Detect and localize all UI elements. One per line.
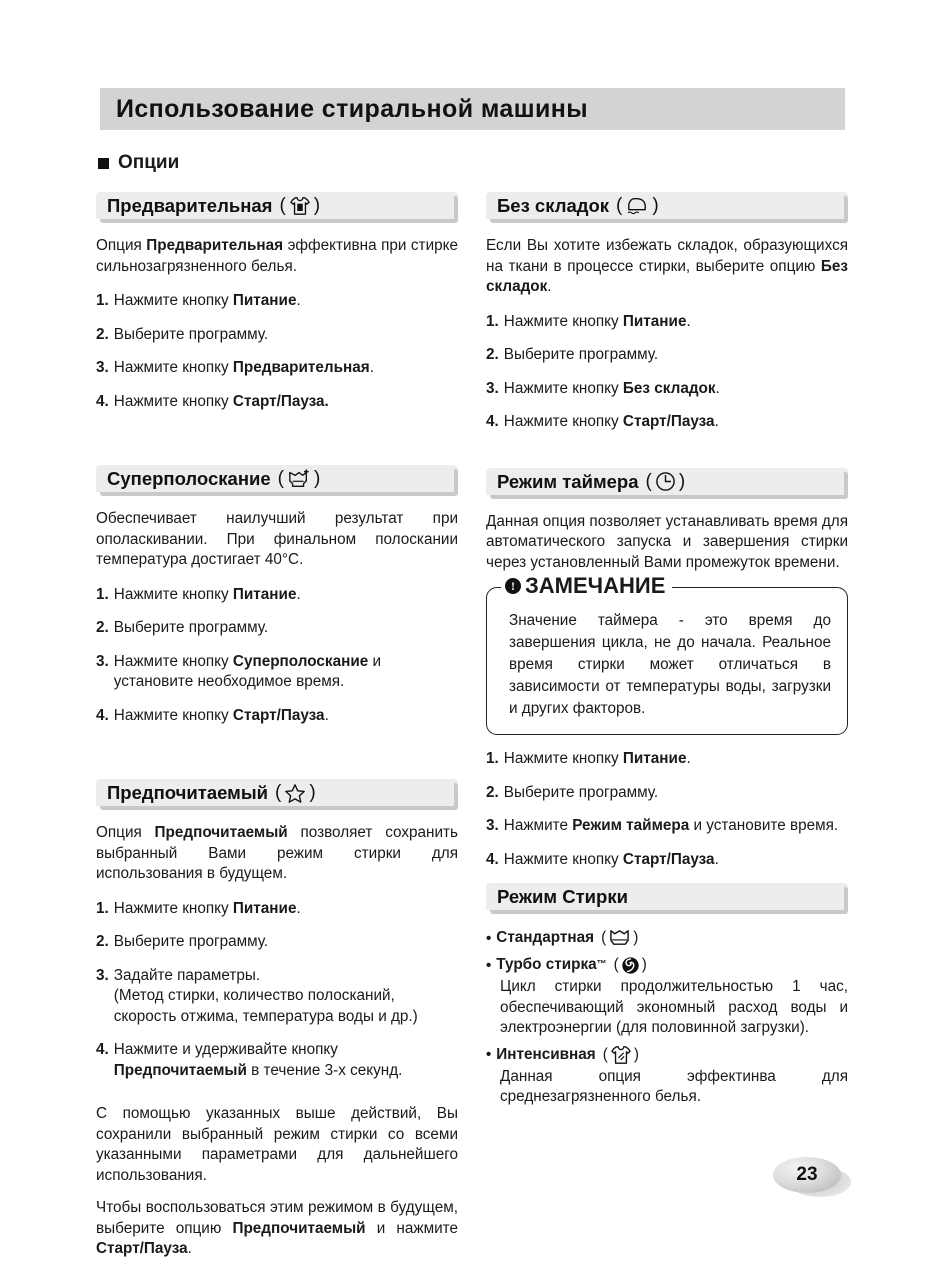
step-text-c: и установите время. xyxy=(689,817,839,834)
timer-steps xyxy=(486,749,848,870)
step-number: 2. xyxy=(96,619,109,636)
exclamation-circle-icon: ! xyxy=(505,578,521,594)
step-item xyxy=(96,899,458,920)
step-text xyxy=(504,816,848,837)
step-text xyxy=(114,706,458,727)
favorite-intro-c: позволяет сохранить выбранный Вами режим стирки для использования в будущем. xyxy=(96,824,458,882)
step-text-a: Нажмите кнопку xyxy=(113,359,233,376)
step-text-b: Старт/Пауза xyxy=(232,706,325,724)
step-text xyxy=(504,749,848,770)
step-number: 3. xyxy=(486,817,499,834)
header-prewash xyxy=(96,192,458,223)
prewash-intro-b: Предварительная xyxy=(146,237,284,254)
step-item xyxy=(96,932,458,953)
washmode-list xyxy=(486,927,848,1108)
nocrease-title: Без складок xyxy=(497,195,610,216)
chapter-title-bar xyxy=(100,88,845,130)
step-text xyxy=(114,1040,458,1081)
step-item xyxy=(96,585,458,606)
step-text-c: . xyxy=(686,312,691,330)
bullet-dot-icon: • xyxy=(486,956,492,974)
header-label-nocrease: Без складок ( ) xyxy=(497,195,659,216)
step-text-b: Старт/Пауза xyxy=(622,850,715,868)
nocrease-intro-c: . xyxy=(547,278,552,295)
page-badge-oval xyxy=(773,1157,841,1193)
washmode-title: Режим Стирки xyxy=(497,886,628,907)
step-item xyxy=(96,652,458,693)
spacer xyxy=(486,446,848,468)
header-bar-shadow-right xyxy=(454,469,458,496)
header-nocrease xyxy=(486,192,848,223)
step-text-b: Питание xyxy=(622,312,687,330)
step-item xyxy=(96,358,458,379)
header-bar-shadow-right xyxy=(844,472,848,499)
header-bar-shadow-right xyxy=(454,196,458,223)
step-text xyxy=(504,783,848,804)
header-label-prewash: Предварительная ( ) xyxy=(107,195,321,216)
iron-icon xyxy=(625,196,649,216)
superrinse-steps xyxy=(96,585,458,727)
step-item xyxy=(96,325,458,346)
step-text xyxy=(114,392,458,413)
step-number: 4. xyxy=(96,392,109,410)
step-number: 2. xyxy=(96,933,109,950)
header-bar-shadow-bottom xyxy=(100,806,458,810)
step-text-b: Суперполоскание xyxy=(232,652,369,670)
step-text-b: Питание xyxy=(232,899,297,917)
step-text-a: Нажмите и удерживайте кнопку xyxy=(113,1041,338,1058)
step-text-a: Выберите программу. xyxy=(113,325,269,343)
favorite-outro-2 xyxy=(96,1198,458,1260)
spacer xyxy=(96,425,458,465)
step-number: 4. xyxy=(486,413,499,430)
favorite-title: Предпочитаемый xyxy=(107,782,269,803)
step-text-b: Питание xyxy=(232,292,297,309)
bullet-dot-icon: • xyxy=(486,929,492,947)
step-text xyxy=(114,325,458,346)
prewash-intro-c: эффективна при стирке сильнозагрязненного белья. xyxy=(96,237,458,275)
step-text-b: Старт/Пауза xyxy=(622,413,715,430)
intensive-wash-icon xyxy=(610,1045,632,1065)
rinse-plus-icon xyxy=(287,468,311,490)
washmode-item-desc: Данная опция эффектинва для среднезагрязненного белья. xyxy=(500,1067,848,1105)
superrinse-title: Суперполоскание xyxy=(107,468,271,489)
normal-wash-icon xyxy=(608,928,631,948)
step-number: 1. xyxy=(486,312,499,330)
favorite-intro-a: Опция xyxy=(96,824,155,841)
step-text-a: Нажмите кнопку xyxy=(113,292,233,309)
list-item xyxy=(486,954,848,1039)
step-text-a: Нажмите кнопку xyxy=(503,850,623,868)
favorite-outro-2b: Предпочитаемый xyxy=(232,1219,366,1237)
step-item xyxy=(486,312,848,333)
step-number: 4. xyxy=(96,706,109,724)
header-label-superrinse: Суперполоскание ( ) xyxy=(107,468,321,489)
step-text-b: Старт/Пауза. xyxy=(232,392,329,410)
step-number: 3. xyxy=(96,966,109,984)
nocrease-steps xyxy=(486,312,848,433)
washmode-item-label: Стандартная xyxy=(496,929,595,946)
step-text-a: Выберите программу. xyxy=(113,619,269,636)
step-text-b: Без складок xyxy=(622,379,716,397)
trademark-mark: ™ xyxy=(596,959,607,970)
step-text-a: Нажмите кнопку xyxy=(113,652,233,670)
bullet-dot-icon: • xyxy=(486,1046,492,1063)
favorite-steps xyxy=(96,899,458,1082)
header-bar-shadow-bottom xyxy=(490,495,848,499)
washmode-item-label: Интенсивная xyxy=(496,1045,596,1063)
header-bar-shadow-bottom xyxy=(490,910,848,914)
step-text-b: Предварительная xyxy=(232,359,370,376)
step-text-b: Предпочитаемый xyxy=(113,1061,247,1079)
washmode-item-label: Турбо стирка xyxy=(496,956,597,973)
step-text-a: Нажмите кнопку xyxy=(113,706,233,724)
header-label-timer: Режим таймера ( ) xyxy=(497,470,686,492)
washmode-item-head: • Интенсивная ( ) xyxy=(486,1044,848,1066)
step-number: 4. xyxy=(486,850,499,868)
favorite-step3-note: (Метод стирки, количество полосканий, скорость отжима, температура воды и др.) xyxy=(113,987,418,1025)
step-number: 2. xyxy=(486,346,499,363)
step-text-a: Нажмите кнопку xyxy=(113,899,233,917)
step-text-c: и установите необходимое время. xyxy=(113,652,382,690)
step-item xyxy=(96,392,458,413)
header-bar-shadow-bottom xyxy=(100,492,458,496)
page-number: 23 xyxy=(796,1164,818,1185)
step-item xyxy=(486,412,848,433)
left-column xyxy=(96,192,458,1260)
step-text xyxy=(114,966,458,1028)
step-text-a: Нажмите кнопку xyxy=(113,392,233,410)
step-text-c: . xyxy=(296,292,301,309)
step-text-c: . xyxy=(715,379,720,397)
favorite-outro-2c: и нажмите xyxy=(365,1219,458,1237)
prewash-title: Предварительная xyxy=(107,195,273,216)
nocrease-intro xyxy=(486,236,848,298)
step-item xyxy=(486,850,848,871)
note-title xyxy=(501,574,672,598)
step-text-c: . xyxy=(714,850,719,868)
header-bar-shadow-right xyxy=(844,887,848,914)
right-column xyxy=(486,192,848,1113)
washmode-item-head: • Стандартная ( ) xyxy=(486,927,848,949)
step-item xyxy=(486,379,848,400)
nocrease-intro-a: Если Вы хотите избежать складок, образующихся на ткани в процессе стирки, выберите опцию xyxy=(486,237,848,275)
favorite-intro-b: Предпочитаемый xyxy=(154,824,288,841)
step-text-b: Питание xyxy=(232,585,297,603)
step-number: 1. xyxy=(96,292,109,309)
step-text-a: Выберите программу. xyxy=(113,933,269,950)
step-text xyxy=(114,291,458,312)
step-item xyxy=(486,749,848,770)
section-heading-label: Опции xyxy=(118,152,180,173)
list-item xyxy=(486,1044,848,1108)
step-item xyxy=(96,966,458,1028)
step-text-a: Нажмите кнопку xyxy=(113,585,233,603)
star-icon xyxy=(284,783,306,804)
step-number: 3. xyxy=(96,652,109,670)
square-bullet-icon xyxy=(98,158,109,169)
favorite-outro-2e: . xyxy=(187,1240,192,1257)
step-number: 3. xyxy=(96,359,109,376)
step-text-a: Нажмите кнопку xyxy=(503,379,623,397)
favorite-intro xyxy=(96,823,458,885)
step-number: 2. xyxy=(486,783,499,801)
spacer xyxy=(96,739,458,779)
header-label-favorite: Предпочитаемый ( ) xyxy=(107,782,316,803)
step-text xyxy=(114,585,458,606)
turbo-wash-icon xyxy=(621,956,640,975)
page-number-badge xyxy=(773,1157,841,1193)
step-text-a: Задайте параметры. xyxy=(113,966,261,984)
step-text xyxy=(114,652,458,693)
timer-intro: Данная опция позволяет устанавливать время для автоматического запуска и завершения стирки через установленный Вами промежуток времени. xyxy=(486,512,849,571)
header-bar-shadow-bottom xyxy=(100,219,458,223)
step-text xyxy=(504,412,848,433)
step-text-a: Выберите программу. xyxy=(503,783,659,801)
step-text-a: Нажмите xyxy=(503,817,573,834)
spacer xyxy=(96,1094,458,1104)
header-bar-shadow-right xyxy=(454,783,458,810)
step-number: 2. xyxy=(96,325,109,343)
step-text xyxy=(114,618,458,639)
step-item xyxy=(96,291,458,312)
step-number: 3. xyxy=(486,379,499,397)
header-washmode xyxy=(486,883,848,914)
step-item xyxy=(486,345,848,366)
nocrease-intro-b: Без складок xyxy=(486,257,848,295)
step-text-b: Режим таймера xyxy=(572,817,690,834)
step-text-c: в течение 3-х секунд. xyxy=(246,1061,403,1079)
tshirt-prewash-icon xyxy=(289,196,311,216)
step-item xyxy=(486,783,848,804)
step-text-c: . xyxy=(714,413,719,430)
washmode-item-desc: Цикл стирки продолжительностью 1 час, обеспечивающий экономный расход воды и электроэнергии (для половинной загрузки). xyxy=(500,978,848,1036)
step-number: 4. xyxy=(96,1041,109,1058)
step-text-a: Нажмите кнопку xyxy=(503,413,623,430)
superrinse-intro: Обеспечивает наилучший результат при ополаскивании. При финальном полоскании температура достигает 40°C. xyxy=(96,510,458,568)
step-text-c: . xyxy=(324,706,329,724)
step-number: 1. xyxy=(486,750,499,767)
step-text-c: . xyxy=(686,750,691,767)
step-number: 1. xyxy=(96,899,109,917)
note-body: Значение таймера - это время до завершения цикла, не до начала. Реальное время стирки может отличаться в зависимости от температуры воды, загрузки и других факторов. xyxy=(509,612,831,717)
prewash-intro-a: Опция xyxy=(96,237,147,254)
step-text xyxy=(504,312,848,333)
step-text-c: . xyxy=(369,359,374,376)
favorite-outro-2d: Старт/Пауза xyxy=(96,1240,188,1257)
step-text-c: . xyxy=(296,585,301,603)
header-label-washmode xyxy=(497,884,628,910)
section-heading-options xyxy=(98,152,179,174)
favorite-outro-2a: Чтобы воспользоваться этим режимом в будущем, выберите опцию xyxy=(96,1199,458,1237)
step-text xyxy=(504,345,848,366)
clock-icon xyxy=(655,471,676,492)
washmode-item-head: • Турбо стирка ™ ( ) xyxy=(486,954,848,976)
note-box xyxy=(486,573,848,735)
prewash-intro xyxy=(96,236,458,277)
header-timer xyxy=(486,468,848,499)
prewash-steps xyxy=(96,291,458,412)
header-bar-shadow-bottom xyxy=(490,219,848,223)
header-favorite xyxy=(96,779,458,810)
step-item xyxy=(96,618,458,639)
step-text xyxy=(114,899,458,920)
step-text xyxy=(504,850,848,871)
favorite-outro-1: С помощью указанных выше действий, Вы сохранили выбранный режим стирки со всеми указанными параметрами для дальнейшего использования. xyxy=(96,1105,458,1184)
header-superrinse xyxy=(96,465,458,496)
step-number: 1. xyxy=(96,585,109,603)
step-text xyxy=(114,932,458,953)
list-item xyxy=(486,927,848,949)
step-text-c: . xyxy=(296,899,301,917)
step-item xyxy=(96,1040,458,1081)
step-text-a: Выберите программу. xyxy=(503,346,659,363)
step-item xyxy=(96,706,458,727)
step-text xyxy=(504,379,848,400)
timer-title: Режим таймера xyxy=(497,470,639,492)
step-text-b: Питание xyxy=(622,750,687,767)
step-text-a: Нажмите кнопку xyxy=(503,312,623,330)
note-title-label: ЗАМЕЧАНИЕ xyxy=(525,573,666,598)
step-item xyxy=(486,816,848,837)
page-title: Использование стиральной машины xyxy=(116,94,588,123)
step-text xyxy=(114,358,458,379)
step-text-a: Нажмите кнопку xyxy=(503,750,623,767)
header-bar-shadow-right xyxy=(844,196,848,223)
